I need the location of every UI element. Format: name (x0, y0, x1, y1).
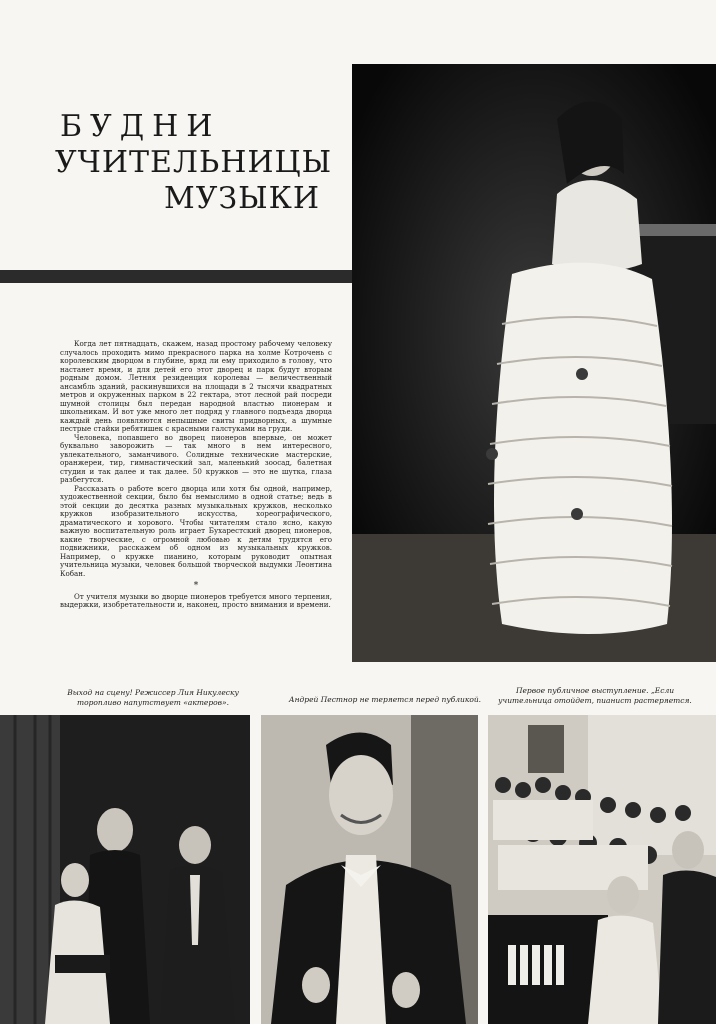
paragraph-1: Когда лет пятнадцать, скажем, назад простому рабочему человеку случалось проходить мимо прекрасного парка на холме Котрочень с королевским дворцом в глубине, вряд ли ему приходило в голову, что настанет время, и для детей его этот дворец и парк будут вторым родным домом. Летняя резиденция королевы — величественный ансамбль зданий, раскинувшихся на площади в 2 тысячи квадратных метров и окруженных парком в 22 гектара, этот лесной рай посреди шумной столицы был передан народной властью пионерам и школьникам. И вот уже много лет подряд у главного подъезда дворца каждый день появляются непышные свиты придворных, а шумные пестрые стайки ребятишек с красными галстуками на груди. (60, 339, 332, 433)
title-line-2: УЧИТЕЛЬНИЦЫ (55, 145, 333, 181)
title-line-3: МУЗЫКИ (164, 181, 320, 217)
title-divider-bar (0, 270, 352, 283)
section-separator: * (193, 581, 199, 591)
closing-paragraph: От учителя музыки во дворце пионеров требуется много терпения, выдержки, изобретательности и, наконец, просто внимания и времени. (60, 591, 332, 609)
title-line-1: БУДНИ (60, 109, 221, 145)
caption-photo-1: Выход на сцену! Режиссер Лия Никулеску торопливо напутствует «актеров». (67, 688, 239, 707)
article-title (55, 109, 333, 217)
photo-children-on-stage (0, 715, 250, 1024)
article-body (60, 340, 332, 610)
caption-photo-3: Первое публичное выступление. „Если учительница отойдет, пианист растеряется. (498, 686, 692, 705)
main-photo (352, 64, 716, 662)
photo-children-at-piano (488, 715, 716, 1024)
photo-boy-singing (261, 715, 478, 1024)
paragraph-2: Человека, попавшего во дворец пионеров впервые, он может буквально заворожить — так много в нем интересного, увлекательного, заманчивого. Солидные технические мастерские, оранжереи, тир, гимнастический зал, маленький зоосад, балетная студия и так далее и так далее. 50 кружков — это не шутка, глаза разбегутся. (60, 432, 332, 484)
paragraph-3: Рассказать о работе всего дворца или хотя бы одной, например, художественной секции, было бы немыслимо в одной статье; ведь в этой секции до десятка разных музыкальных кружков, несколько кружков изобразительного искусства, хореографического, драматического и хорового. Чтобы читателям стало ясно, какую важную воспитательную роль играет Бухарестский дворец пионеров, какие творческие, с огромной любовью к детям трудятся его подвижники, расскажем об одном из музыкальных кружков. Например, о кружке пианино, которым руководит опытная учительница музыки, человек большой творческой выдумки Леонтина Кобан. (60, 483, 332, 578)
caption-photo-2: Андрей Пестнор не теряется перед публикой. (288, 695, 482, 704)
